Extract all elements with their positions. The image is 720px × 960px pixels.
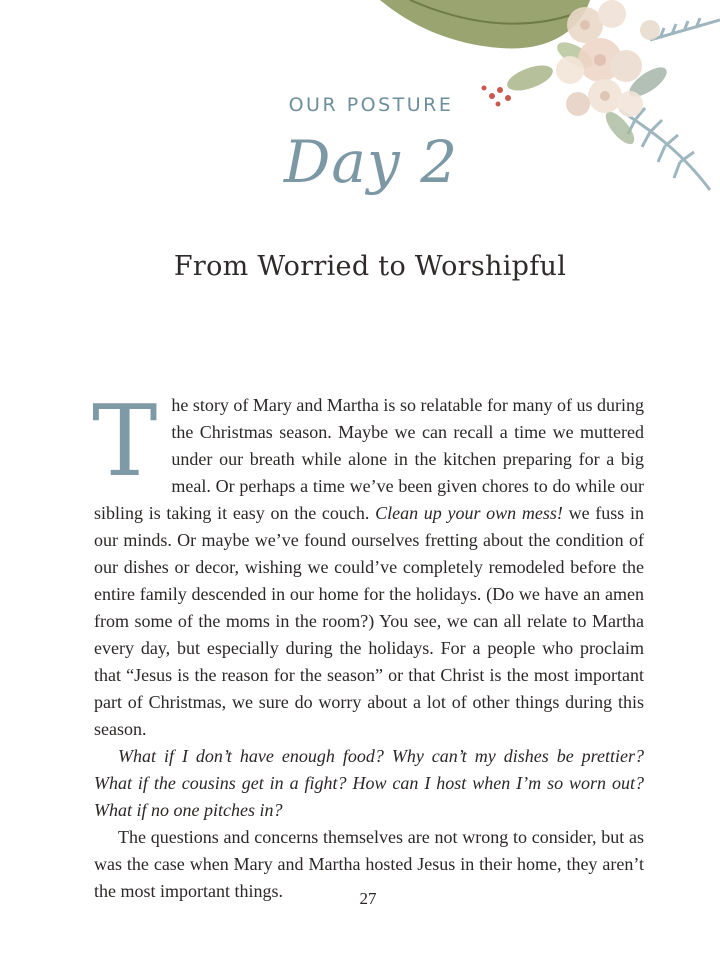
paragraph-2 <box>94 743 644 824</box>
page-number: 27 <box>359 889 377 908</box>
paragraph-1-text-a: he story of Mary and Martha is so relatable for many of us during the Christmas season. Maybe we can recall a time we muttered under our breath while alone in the kitchen preparing for a big meal. Or perhaps a time we’ve been given chores to do while our sibling is taking it easy on the couch. <box>94 395 644 523</box>
paragraph-3: The questions and concerns themselves are not wrong to consider, but as was the case when Mary and Martha hosted Jesus in their home, they aren’t the most important things. <box>94 827 644 901</box>
paragraph-1-text-b: we fuss in our minds. Or maybe we’ve found ourselves fretting about the condition of our dishes or decor, wishing we could’ve completely remodeled before the entire family descended in our home for the holidays. (Do we have an amen from some of the moms in the room?) You see, we can all relate to Martha every day, but especially during the holidays. For a people who proclaim that “Jesus is the reason for the season” or that Christ is the most important part of Christmas, we sure do worry about a lot of other things during this season. <box>94 503 644 739</box>
chapter-subtitle: From Worried to Worshipful <box>173 251 567 282</box>
paragraph-1-italic: Clean up your own mess! <box>375 503 563 523</box>
section-label: OUR POSTURE <box>288 94 454 116</box>
body-text <box>92 385 644 905</box>
drop-cap: T <box>92 385 158 499</box>
paragraph-2-italic: What if I don’t have enough food? Why can’t my dishes be prettier? What if the cousins get in a fight? How can I host when I’m so worn out? What if no one pitches in? <box>94 746 644 820</box>
day-title: Day 2 <box>283 128 459 196</box>
paragraph-1 <box>92 385 644 743</box>
